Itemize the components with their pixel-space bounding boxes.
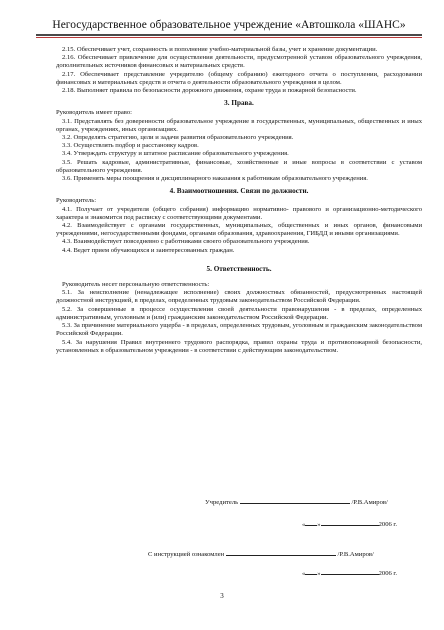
section-5-heading: 5. Ответственность. <box>206 264 272 273</box>
date-quote-close: » <box>317 521 321 528</box>
acquainted-label: С инструкцией ознакомлен <box>148 551 225 558</box>
item-3-1: 3.1. Представлять без доверенности образовательное учреждение в государственных, муниципальных, общественных и иных органах, учреждениях, иных организациях. <box>56 117 422 133</box>
item-5-4: 5.4. За нарушения Правил внутреннего трудового распорядка, правил охраны труда и противопожарной безопасности, установленных в образовательном учреждении - в соответствии с действующим законодательством. <box>56 338 422 354</box>
paragraph-2-17: 2.17. Обеспечивает представление учредителю (общему собранию) ежегодного отчета о поступлении, расходовании финансовых и материальных средств и отчета о деятельности образовательного учреждения в целом. <box>56 70 422 86</box>
page-header-title: Негосударственное образовательное учреждение «Автошкола «ШАНС» <box>52 19 406 31</box>
date-quote-open: « <box>302 570 306 577</box>
item-4-2: 4.2. Взаимодействует с органами государственных, муниципальных, общественных и иных органов, финансовыми учреждениями, негосударственными фондами, органами образования, здравоохранения, ГИБДД и иными организациями. <box>56 222 422 238</box>
date-quote-close: » <box>317 570 321 577</box>
date-year: 2006 г. <box>378 521 398 528</box>
header-rule-accent <box>36 37 422 38</box>
section-3-intro: Руководитель имеет право: <box>56 109 132 117</box>
date-quote-open: « <box>302 521 306 528</box>
header-rule <box>36 34 422 36</box>
month-blank <box>321 568 379 575</box>
item-5-1: 5.1. За неисполнение (ненадлежащее исполнение) своих должностных обязанностей, предусмотренных настоящей должностной инструкцией, в пределах, определенных трудовым законодательством Российской Федерации. <box>56 289 422 305</box>
signature-blank <box>226 549 336 556</box>
founder-signature-line <box>205 497 388 507</box>
item-5-3: 5.3. За причинение материального ущерба - в пределах, определенных трудовым, уголовным и гражданским законодательством Российской Федерации. <box>56 322 422 338</box>
paragraph-2-15: 2.15. Обеспечивает учет, сохранность и пополнение учебно-материальной базы, учет и хранение документации. <box>62 46 378 53</box>
paragraph-2-18: 2.18. Выполняет правила по безопасности дорожного движения, охране труда и пожарной безопасности. <box>62 87 357 95</box>
item-3-5: 3.5. Решать кадровые, административные, финансовые, хозяйственные и иные вопросы в соответствии с уставом образовательного учреждения. <box>56 158 422 174</box>
paragraph-2-16: 2.16. Обеспечивает привлечение для осуществления деятельности, предусмотренной уставом образовательного учреждения, дополнительных источников финансовых и материальных средств. <box>56 54 422 70</box>
item-4-3: 4.3. Взаимодействует повседневно с работниками своего образовательного учреждения. <box>62 238 310 246</box>
item-5-2: 5.2. За совершенные в процессе осуществления своей деятельности правонарушения - в пределах, определенных административным, уголовным и (или) гражданским законодательством Российской Федерации. <box>56 305 422 321</box>
acquainted-date-line <box>302 568 397 578</box>
founder-name: /Р.В.Амиров/ <box>351 499 388 506</box>
page-number: 3 <box>220 592 224 600</box>
item-3-4: 3.4. Утверждать структуру и штатное расписание образовательного учреждения. <box>62 150 289 158</box>
section-5-intro: Руководитель несет персональную ответственность: <box>62 281 210 289</box>
day-blank <box>305 568 317 575</box>
item-4-1: 4.1. Получает от учредителя (общего собрания) информацию нормативно- правового и организационно-методического характера и знакомится под расписку с соответствующими документами. <box>56 205 422 221</box>
section-3-heading: 3. Права. <box>224 99 254 108</box>
section-4-heading: 4. Взаимоотношения. Связи по должности. <box>169 187 309 196</box>
month-blank <box>321 519 379 526</box>
founder-date-line <box>302 519 397 529</box>
item-3-6: 3.6. Применять меры поощрения и дисциплинарного наказания к работникам образовательного учреждения. <box>62 175 368 183</box>
item-3-2: 3.2. Определять стратегию, цели и задачи развития образовательного учреждения. <box>62 134 294 142</box>
item-4-4: 4.4. Ведет прием обучающихся и заинтересованных граждан. <box>62 246 235 254</box>
date-year: 2006 г. <box>378 570 398 577</box>
signature-blank <box>240 497 350 504</box>
acquainted-signature-line <box>148 549 374 559</box>
document-body <box>56 46 422 355</box>
day-blank <box>305 519 317 526</box>
founder-label: Учредитель <box>205 499 239 506</box>
acquainted-name: /Р.В.Амиров/ <box>337 551 374 558</box>
section-4-intro: Руководитель: <box>56 197 97 205</box>
item-3-3: 3.3. Осуществлять подбор и расстановку кадров. <box>62 142 199 150</box>
